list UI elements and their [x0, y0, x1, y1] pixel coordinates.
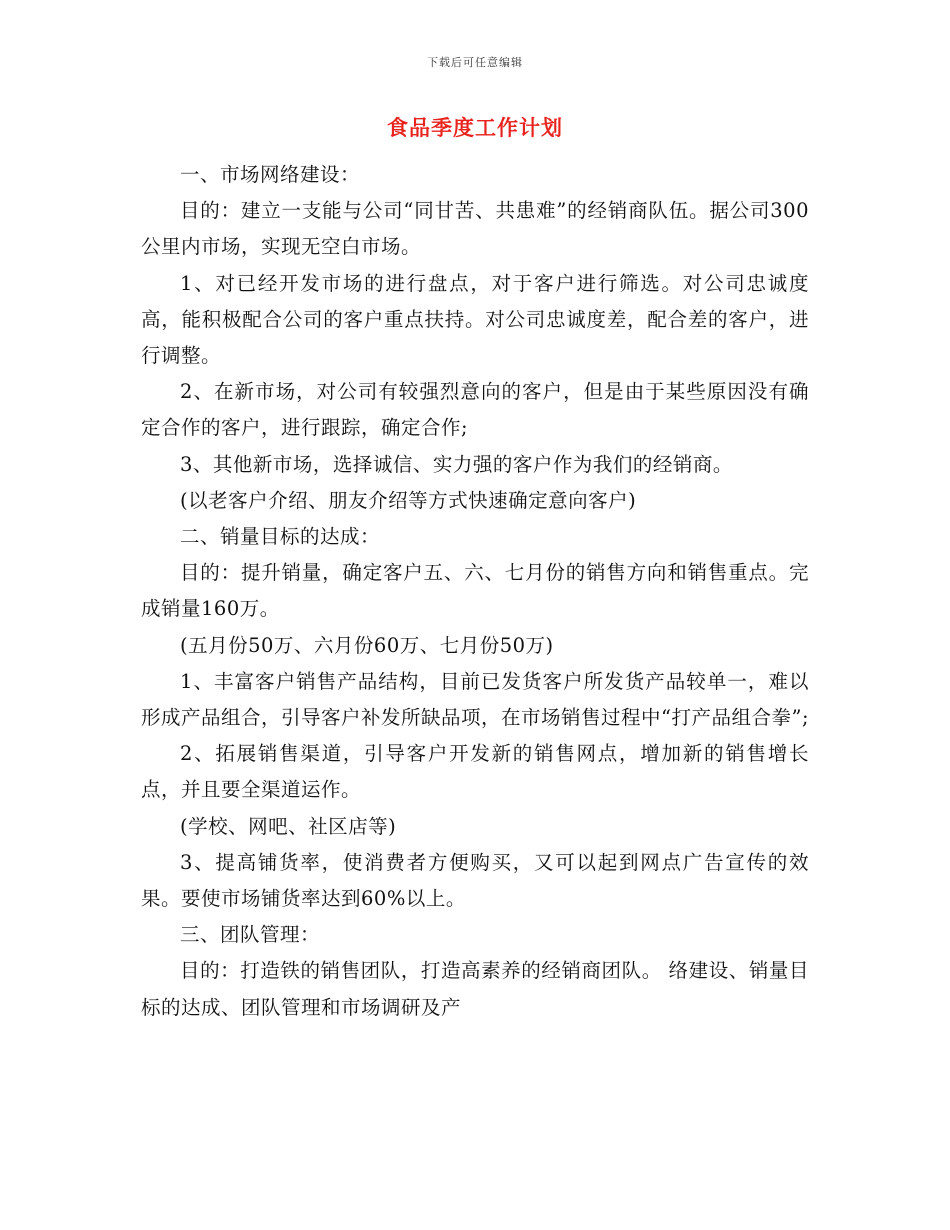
document-body — [141, 157, 809, 1026]
header-note: 下载后可任意编辑 — [427, 56, 523, 69]
paragraph-sales-item-1: 1、丰富客户销售产品结构，目前已发货客户所发货产品较单一，难以形成产品组合，引导客户补发所缺品项，在市场销售过程中“打产品组合拳”; — [141, 669, 810, 730]
paragraph-sales-purpose: 目的：提升销量，确定客户五、六、七月份的销售方向和销售重点。完成销量160万。 — [141, 561, 809, 621]
paragraph-market-item-1: 1、对已经开发市场的进行盘点，对于客户进行筛选。对公司忠诚度高，能积极配合公司的客户重点扶持。对公司忠诚度差，配合差的客户，进行调整。 — [141, 271, 809, 368]
paragraph-market-note: (以老客户介绍、朋友介绍等方式快速确定意向客户) — [180, 488, 637, 512]
paragraph-sales-breakdown: (五月份50万、六月份60万、七月份50万) — [180, 633, 554, 657]
paragraph-market-item-3: 3、其他新市场，选择诚信、实力强的客户作为我们的经销商。 — [180, 452, 733, 476]
paragraph-team-purpose: 目的：打造铁的销售团队，打造高素养的经销商团队。 络建设、销量目标的达成、团队管理和市场调研及产 — [141, 959, 809, 1019]
paragraph-market-purpose: 目的：建立一支能与公司“同甘苦、共患难”的经销商队伍。据公司300公里内市场，实现无空白市场。 — [141, 199, 809, 259]
paragraph-sales-item-3: 3、提高铺货率，使消费者方便购买，又可以起到网点广告宣传的效果。要使市场铺货率达到60%以上。 — [141, 850, 809, 911]
section-heading-market-network: 一、市场网络建设： — [180, 163, 361, 186]
paragraph-market-item-2: 2、在新市场，对公司有较强烈意向的客户，但是由于某些原因没有确定合作的客户，进行跟踪，确定合作; — [141, 380, 809, 440]
document-title: 食品季度工作计划 — [387, 115, 563, 140]
paragraph-sales-channels-note: (学校、网吧、社区店等) — [180, 814, 397, 838]
section-heading-sales-target: 二、销量目标的达成： — [180, 525, 381, 549]
section-heading-team-management: 三、团队管理： — [180, 923, 321, 947]
paragraph-sales-item-2: 2、拓展销售渠道，引导客户开发新的销售网点，增加新的销售增长点，并且要全渠道运作。 — [141, 742, 809, 802]
